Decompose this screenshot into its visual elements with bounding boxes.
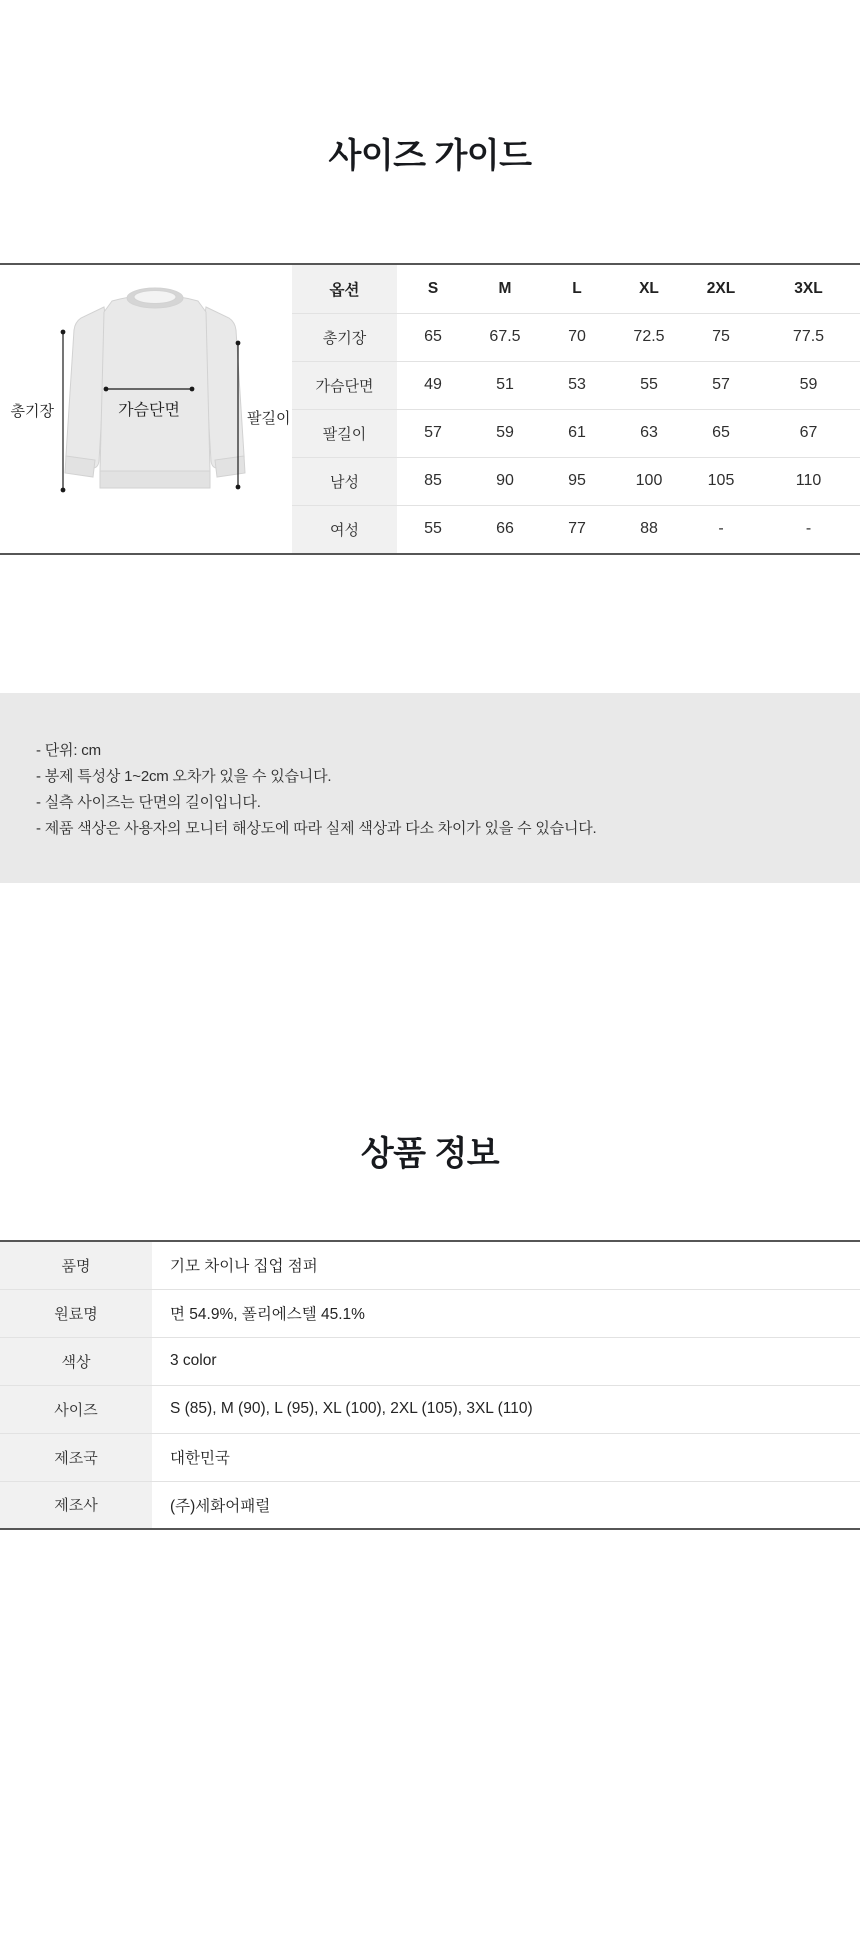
product-info-value: 기모 차이나 집업 점퍼 [170,1258,318,1276]
product-info-label: 제조사 [0,1481,152,1529]
total-length-label: 총기장 [10,403,54,420]
product-info-row [0,1337,860,1385]
size-guide-section [0,132,860,883]
product-info-label: 원료명 [0,1289,152,1337]
size-cell: 75 [685,313,757,361]
size-cell: 72.5 [613,313,685,361]
product-info-row [0,1241,860,1289]
size-cell: 49 [397,361,469,409]
size-col-header: 2XL [706,279,736,297]
size-cell: 55 [613,361,685,409]
product-info-label: 제조국 [0,1433,152,1481]
size-cell: 51 [469,361,541,409]
size-cell: 95 [541,457,613,505]
size-col-header: S [427,279,439,297]
size-cell: 53 [541,361,613,409]
size-cell: - [685,505,757,553]
product-info-table [0,1240,860,1530]
size-table-header-row [292,265,860,313]
product-info-value: 대한민국 [152,1433,860,1481]
size-cell: 67.5 [469,313,541,361]
size-table [292,265,860,553]
sleeve-length-label: 팔길이 [247,410,291,427]
product-info-label: 사이즈 [0,1385,152,1433]
sweatshirt-image [0,265,292,553]
size-cell: 61 [541,409,613,457]
size-cell: 59 [757,361,860,409]
size-cell: 65 [685,409,757,457]
product-info-value: (주)세화어패럴 [152,1481,860,1529]
product-info-row [0,1385,860,1433]
size-table-row [292,313,860,361]
size-cell: 85 [397,457,469,505]
note-line: - 단위: cm [36,742,101,759]
size-guide-band [0,263,860,555]
size-cell: - [757,505,860,553]
product-info-title: 상품 정보 [360,1135,500,1173]
size-cell: 57 [397,409,469,457]
product-info-row [0,1433,860,1481]
size-cell: 65 [397,313,469,361]
size-notes-box [0,693,860,883]
product-info-label: 색상 [0,1337,152,1385]
size-cell: 59 [469,409,541,457]
product-info-row [0,1481,860,1529]
size-cell: 105 [685,457,757,505]
size-table-row [292,409,860,457]
size-cell: 63 [613,409,685,457]
size-cell: 77 [541,505,613,553]
product-info-value: 3 color [152,1337,860,1385]
size-col-header: 옵션 [292,265,397,313]
size-guide-title: 사이즈 가이드 [328,137,532,175]
product-info-section [0,1130,860,1530]
size-row-label: 남성 [292,457,397,505]
size-cell: 90 [469,457,541,505]
product-info-value: 면 54.9%, 폴리에스텔 45.1% [152,1289,860,1337]
note-line: - 봉제 특성상 1~2cm 오차가 있을 수 있습니다. [36,768,332,785]
total-length-arrow [61,330,66,493]
size-table-row [292,505,860,553]
size-col-header: L [572,279,582,297]
product-info-row [0,1289,860,1337]
size-table-row [292,361,860,409]
size-col-header: XL [639,279,659,297]
size-cell: 55 [397,505,469,553]
size-cell: 57 [685,361,757,409]
size-cell: 77.5 [757,313,860,361]
size-cell: 88 [613,505,685,553]
note-line: - 제품 색상은 사용자의 모니터 해상도에 따라 실제 색상과 다소 차이가 있을 수 있습니다. [36,820,597,837]
size-cell: 110 [757,457,860,505]
size-col-header: 3XL [794,279,823,297]
product-info-label: 품명 [0,1241,152,1289]
size-col-header: M [498,279,512,297]
size-cell: 67 [757,409,860,457]
product-info-value: S (85), M (90), L (95), XL (100), 2XL (105), 3XL (110) [152,1385,860,1433]
note-line: - 실측 사이즈는 단면의 길이입니다. [36,794,261,811]
garment-diagram [0,265,292,553]
size-row-label: 팔길이 [292,409,397,457]
size-cell: 100 [613,457,685,505]
size-cell: 66 [469,505,541,553]
size-row-label: 가슴단면 [292,361,397,409]
size-cell: 70 [541,313,613,361]
size-row-label: 여성 [292,505,397,553]
size-table-row [292,457,860,505]
chest-width-label: 가슴단면 [118,402,180,419]
size-row-label: 총기장 [292,313,397,361]
